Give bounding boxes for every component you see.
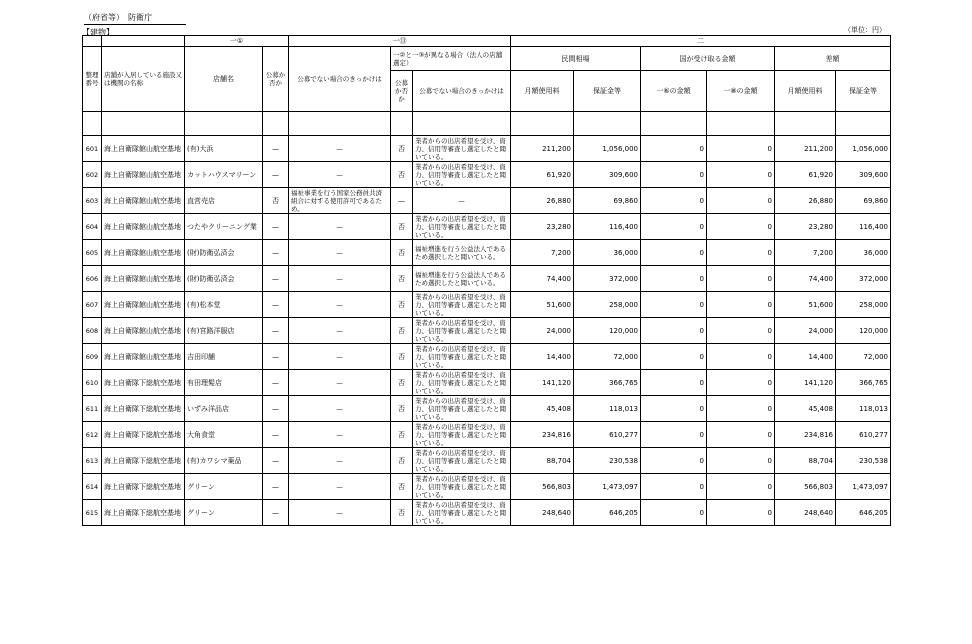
public-reason: — [289,136,391,162]
public-flag: — [263,370,289,396]
diff-deposit: 1,473,097 [836,474,891,500]
public-flag-2: 否 [391,292,413,318]
market-monthly-fee: 141,120 [511,370,574,396]
public-reason-2: — [413,188,511,214]
store-table [82,35,891,526]
public-flag-2: 否 [391,344,413,370]
table-row [83,292,891,318]
table-row [83,318,891,344]
table-row [83,188,891,214]
header-public-flag: 公募か否か [263,47,289,112]
market-monthly-fee: 51,600 [511,292,574,318]
row-number: 608 [83,318,102,344]
diff-monthly: 7,200 [775,240,836,266]
public-reason: — [289,422,391,448]
table-row [83,370,891,396]
amount-6: 0 [641,448,707,474]
diff-deposit: 258,000 [836,292,891,318]
diff-deposit: 36,000 [836,240,891,266]
table-row [83,240,891,266]
store-name: つたやクリーニング業 [185,214,263,240]
row-number: 601 [83,136,102,162]
store-name: 吉田印舗 [185,344,263,370]
amount-6: 0 [641,292,707,318]
amount-8: 0 [707,240,775,266]
diff-monthly: 566,803 [775,474,836,500]
store-name: (有)大浜 [185,136,263,162]
row-number: 604 [83,214,102,240]
row-number: 603 [83,188,102,214]
diff-monthly: 23,280 [775,214,836,240]
public-reason: — [289,370,391,396]
public-reason-2: 業者からの出店希望を受け、資力、信用等審査し選定したと聞いている。 [413,214,511,240]
store-name: 有田理髪店 [185,370,263,396]
public-reason: — [289,344,391,370]
public-flag: — [263,240,289,266]
amount-6: 0 [641,422,707,448]
diff-deposit: 118,013 [836,396,891,422]
public-flag: — [263,396,289,422]
header-public-flag-2: 公募か否か [391,71,413,112]
diff-deposit: 372,000 [836,266,891,292]
facility-name: 海上自衛隊館山航空基地 [102,266,185,292]
amount-6: 0 [641,318,707,344]
market-deposit: 120,000 [574,318,641,344]
public-flag: — [263,162,289,188]
public-reason-2: 業者からの出店希望を受け、資力、信用等審査し選定したと聞いている。 [413,370,511,396]
table-row [83,162,891,188]
header-group-1: 一① [185,36,289,47]
store-name: グリーン [185,474,263,500]
amount-8: 0 [707,500,775,526]
diff-deposit: 116,400 [836,214,891,240]
store-name: カットハウスマリーン [185,162,263,188]
public-reason: — [289,292,391,318]
table-row [83,474,891,500]
public-flag: — [263,266,289,292]
diff-monthly: 211,200 [775,136,836,162]
unit-label: （単位：円） [844,26,886,34]
market-monthly-fee: 14,400 [511,344,574,370]
store-name: (財)防衛弘済会 [185,266,263,292]
amount-8: 0 [707,188,775,214]
header-diff-monthly: 月額使用料 [775,71,836,112]
public-flag-2: 否 [391,136,413,162]
header-public-reason-2: 公募でない場合のきっかけは [413,71,511,112]
public-flag-2: 否 [391,240,413,266]
facility-name: 海上自衛隊下総航空基地 [102,396,185,422]
public-flag: — [263,292,289,318]
table-row [83,500,891,526]
store-name: 直営売店 [185,188,263,214]
amount-6: 0 [641,188,707,214]
diff-deposit: 120,000 [836,318,891,344]
header-amount-8: 一⑧の金額 [707,71,775,112]
amount-6: 0 [641,344,707,370]
store-name: (有)カワシマ薬品 [185,448,263,474]
header-group-13: 一⑬ [289,36,511,47]
facility-name: 海上自衛隊下総航空基地 [102,500,185,526]
public-flag-2: — [391,188,413,214]
public-flag: — [263,344,289,370]
market-monthly-fee: 566,803 [511,474,574,500]
market-deposit: 1,056,000 [574,136,641,162]
public-reason-2: 業者からの出店希望を受け、資力、信用等審査し選定したと聞いている。 [413,344,511,370]
diff-deposit: 72,000 [836,344,891,370]
market-monthly-fee: 61,920 [511,162,574,188]
table-row [83,396,891,422]
public-flag-2: 否 [391,422,413,448]
public-flag-2: 否 [391,448,413,474]
header-public-reason: 公募でない場合のきっかけは [289,47,391,112]
diff-monthly: 88,704 [775,448,836,474]
header-amount-6: 一⑥の金額 [641,71,707,112]
market-deposit: 230,538 [574,448,641,474]
store-name: (有)松本堂 [185,292,263,318]
row-number: 615 [83,500,102,526]
public-flag: — [263,318,289,344]
public-flag: — [263,474,289,500]
public-flag: — [263,448,289,474]
header-monthly-fee: 月額使用料 [511,71,574,112]
header-received: 国が受け取る金額 [641,47,775,71]
public-reason: — [289,474,391,500]
diff-deposit: 1,056,000 [836,136,891,162]
header-store: 店舗名 [185,47,263,112]
amount-6: 0 [641,500,707,526]
header-blank-2 [102,36,185,47]
public-reason: — [289,500,391,526]
public-flag: — [263,422,289,448]
market-monthly-fee: 234,816 [511,422,574,448]
public-flag-2: 否 [391,396,413,422]
amount-6: 0 [641,136,707,162]
market-monthly-fee: 23,280 [511,214,574,240]
facility-name: 海上自衛隊下総航空基地 [102,370,185,396]
public-flag: — [263,500,289,526]
header-deposit: 保証金等 [574,71,641,112]
diff-deposit: 646,205 [836,500,891,526]
table-row [83,344,891,370]
diff-monthly: 234,816 [775,422,836,448]
diff-monthly: 248,640 [775,500,836,526]
header-diff-case: 一②と一③が異なる場合（法人の店舗選定） [391,47,511,71]
market-monthly-fee: 248,640 [511,500,574,526]
public-flag-2: 否 [391,500,413,526]
store-name: (財)防衛弘済会 [185,240,263,266]
facility-name: 海上自衛隊下総航空基地 [102,448,185,474]
public-flag: — [263,136,289,162]
diff-deposit: 610,277 [836,422,891,448]
public-flag: 否 [263,188,289,214]
public-reason-2: 業者からの出店希望を受け、資力、信用等審査し選定したと聞いている。 [413,396,511,422]
market-monthly-fee: 7,200 [511,240,574,266]
public-reason: — [289,162,391,188]
market-deposit: 372,000 [574,266,641,292]
facility-name: 海上自衛隊館山航空基地 [102,318,185,344]
public-reason: — [289,318,391,344]
amount-6: 0 [641,240,707,266]
public-flag: — [263,214,289,240]
header-difference: 差額 [775,47,891,71]
store-name: いずみ洋品店 [185,396,263,422]
diff-deposit: 69,860 [836,188,891,214]
amount-8: 0 [707,448,775,474]
row-number: 611 [83,396,102,422]
row-number: 605 [83,240,102,266]
public-flag-2: 否 [391,266,413,292]
diff-monthly: 24,000 [775,318,836,344]
public-flag-2: 否 [391,318,413,344]
market-monthly-fee: 24,000 [511,318,574,344]
public-flag-2: 否 [391,162,413,188]
row-number: 606 [83,266,102,292]
market-monthly-fee: 45,408 [511,396,574,422]
table-row [83,422,891,448]
public-reason-2: 業者からの出店希望を受け、資力、信用等審査し選定したと聞いている。 [413,136,511,162]
public-reason-2: 福祉増進を行う公益法人であるため選択したと聞いている。 [413,266,511,292]
market-monthly-fee: 74,400 [511,266,574,292]
public-flag-2: 否 [391,370,413,396]
diff-monthly: 74,400 [775,266,836,292]
diff-monthly: 61,920 [775,162,836,188]
public-reason: — [289,266,391,292]
public-reason: — [289,214,391,240]
table-row [83,214,891,240]
public-reason-2: 業者からの出店希望を受け、資力、信用等審査し選定したと聞いている。 [413,422,511,448]
ministry-underline [84,24,186,25]
market-deposit: 309,600 [574,162,641,188]
amount-6: 0 [641,214,707,240]
amount-6: 0 [641,162,707,188]
row-number: 612 [83,422,102,448]
amount-6: 0 [641,474,707,500]
amount-6: 0 [641,370,707,396]
facility-name: 海上自衛隊館山航空基地 [102,188,185,214]
store-name: グリーン [185,500,263,526]
public-reason-2: 業者からの出店希望を受け、資力、信用等審査し選定したと聞いている。 [413,474,511,500]
amount-6: 0 [641,266,707,292]
public-reason-2: 福祉増進を行う公益法人であるため選択したと聞いている。 [413,240,511,266]
header-no: 整理番号 [83,47,102,112]
amount-8: 0 [707,136,775,162]
row-number: 613 [83,448,102,474]
amount-6: 0 [641,396,707,422]
row-number: 614 [83,474,102,500]
table-row [83,448,891,474]
public-flag-2: 否 [391,214,413,240]
table-row [83,136,891,162]
public-flag-2: 否 [391,474,413,500]
row-number: 602 [83,162,102,188]
market-deposit: 116,400 [574,214,641,240]
public-reason-2: 業者からの出店希望を受け、資力、信用等審査し選定したと聞いている。 [413,500,511,526]
market-monthly-fee: 88,704 [511,448,574,474]
market-deposit: 36,000 [574,240,641,266]
market-monthly-fee: 26,880 [511,188,574,214]
spacer-row [83,112,891,136]
public-reason: — [289,396,391,422]
public-reason-2: 業者からの出店希望を受け、資力、信用等審査し選定したと聞いている。 [413,162,511,188]
facility-name: 海上自衛隊館山航空基地 [102,292,185,318]
public-reason-2: 業者からの出店希望を受け、資力、信用等審査し選定したと聞いている。 [413,318,511,344]
public-reason: 福祉事業を行う国家公務員共済組合に対する使用許可であるため。 [289,188,391,214]
facility-name: 海上自衛隊館山航空基地 [102,162,185,188]
amount-8: 0 [707,318,775,344]
market-deposit: 69,860 [574,188,641,214]
market-deposit: 646,205 [574,500,641,526]
amount-8: 0 [707,422,775,448]
store-name: 大角食堂 [185,422,263,448]
facility-name: 海上自衛隊館山航空基地 [102,240,185,266]
row-number: 607 [83,292,102,318]
facility-name: 海上自衛隊館山航空基地 [102,214,185,240]
diff-deposit: 366,765 [836,370,891,396]
market-deposit: 258,000 [574,292,641,318]
section-label: 【建物】 [82,28,114,37]
market-deposit: 118,013 [574,396,641,422]
public-reason-2: 業者からの出店希望を受け、資力、信用等審査し選定したと聞いている。 [413,448,511,474]
public-reason-2: 業者からの出店希望を受け、資力、信用等審査し選定したと聞いている。 [413,292,511,318]
diff-monthly: 51,600 [775,292,836,318]
header-diff-deposit: 保証金等 [836,71,891,112]
store-name: (有)宮路洋服店 [185,318,263,344]
facility-name: 海上自衛隊下総航空基地 [102,422,185,448]
market-deposit: 72,000 [574,344,641,370]
market-monthly-fee: 211,200 [511,136,574,162]
amount-8: 0 [707,370,775,396]
market-deposit: 366,765 [574,370,641,396]
market-deposit: 610,277 [574,422,641,448]
amount-8: 0 [707,474,775,500]
public-reason: — [289,240,391,266]
amount-8: 0 [707,344,775,370]
facility-name: 海上自衛隊館山航空基地 [102,344,185,370]
header-market: 民間相場 [511,47,641,71]
diff-monthly: 14,400 [775,344,836,370]
public-reason: — [289,448,391,474]
table-row [83,266,891,292]
header-facility: 店舗が入居している施設又は機関の名称 [102,47,185,112]
diff-deposit: 230,538 [836,448,891,474]
amount-8: 0 [707,396,775,422]
market-deposit: 1,473,097 [574,474,641,500]
diff-monthly: 45,408 [775,396,836,422]
diff-monthly: 141,120 [775,370,836,396]
ministry-label: （府省等） 防衛庁 [84,13,152,22]
amount-8: 0 [707,292,775,318]
header-blank-1 [83,36,102,47]
diff-deposit: 309,600 [836,162,891,188]
amount-8: 0 [707,162,775,188]
diff-monthly: 26,880 [775,188,836,214]
facility-name: 海上自衛隊館山航空基地 [102,136,185,162]
header-group-2: 二 [511,36,891,47]
row-number: 610 [83,370,102,396]
row-number: 609 [83,344,102,370]
amount-8: 0 [707,266,775,292]
facility-name: 海上自衛隊下総航空基地 [102,474,185,500]
amount-8: 0 [707,214,775,240]
